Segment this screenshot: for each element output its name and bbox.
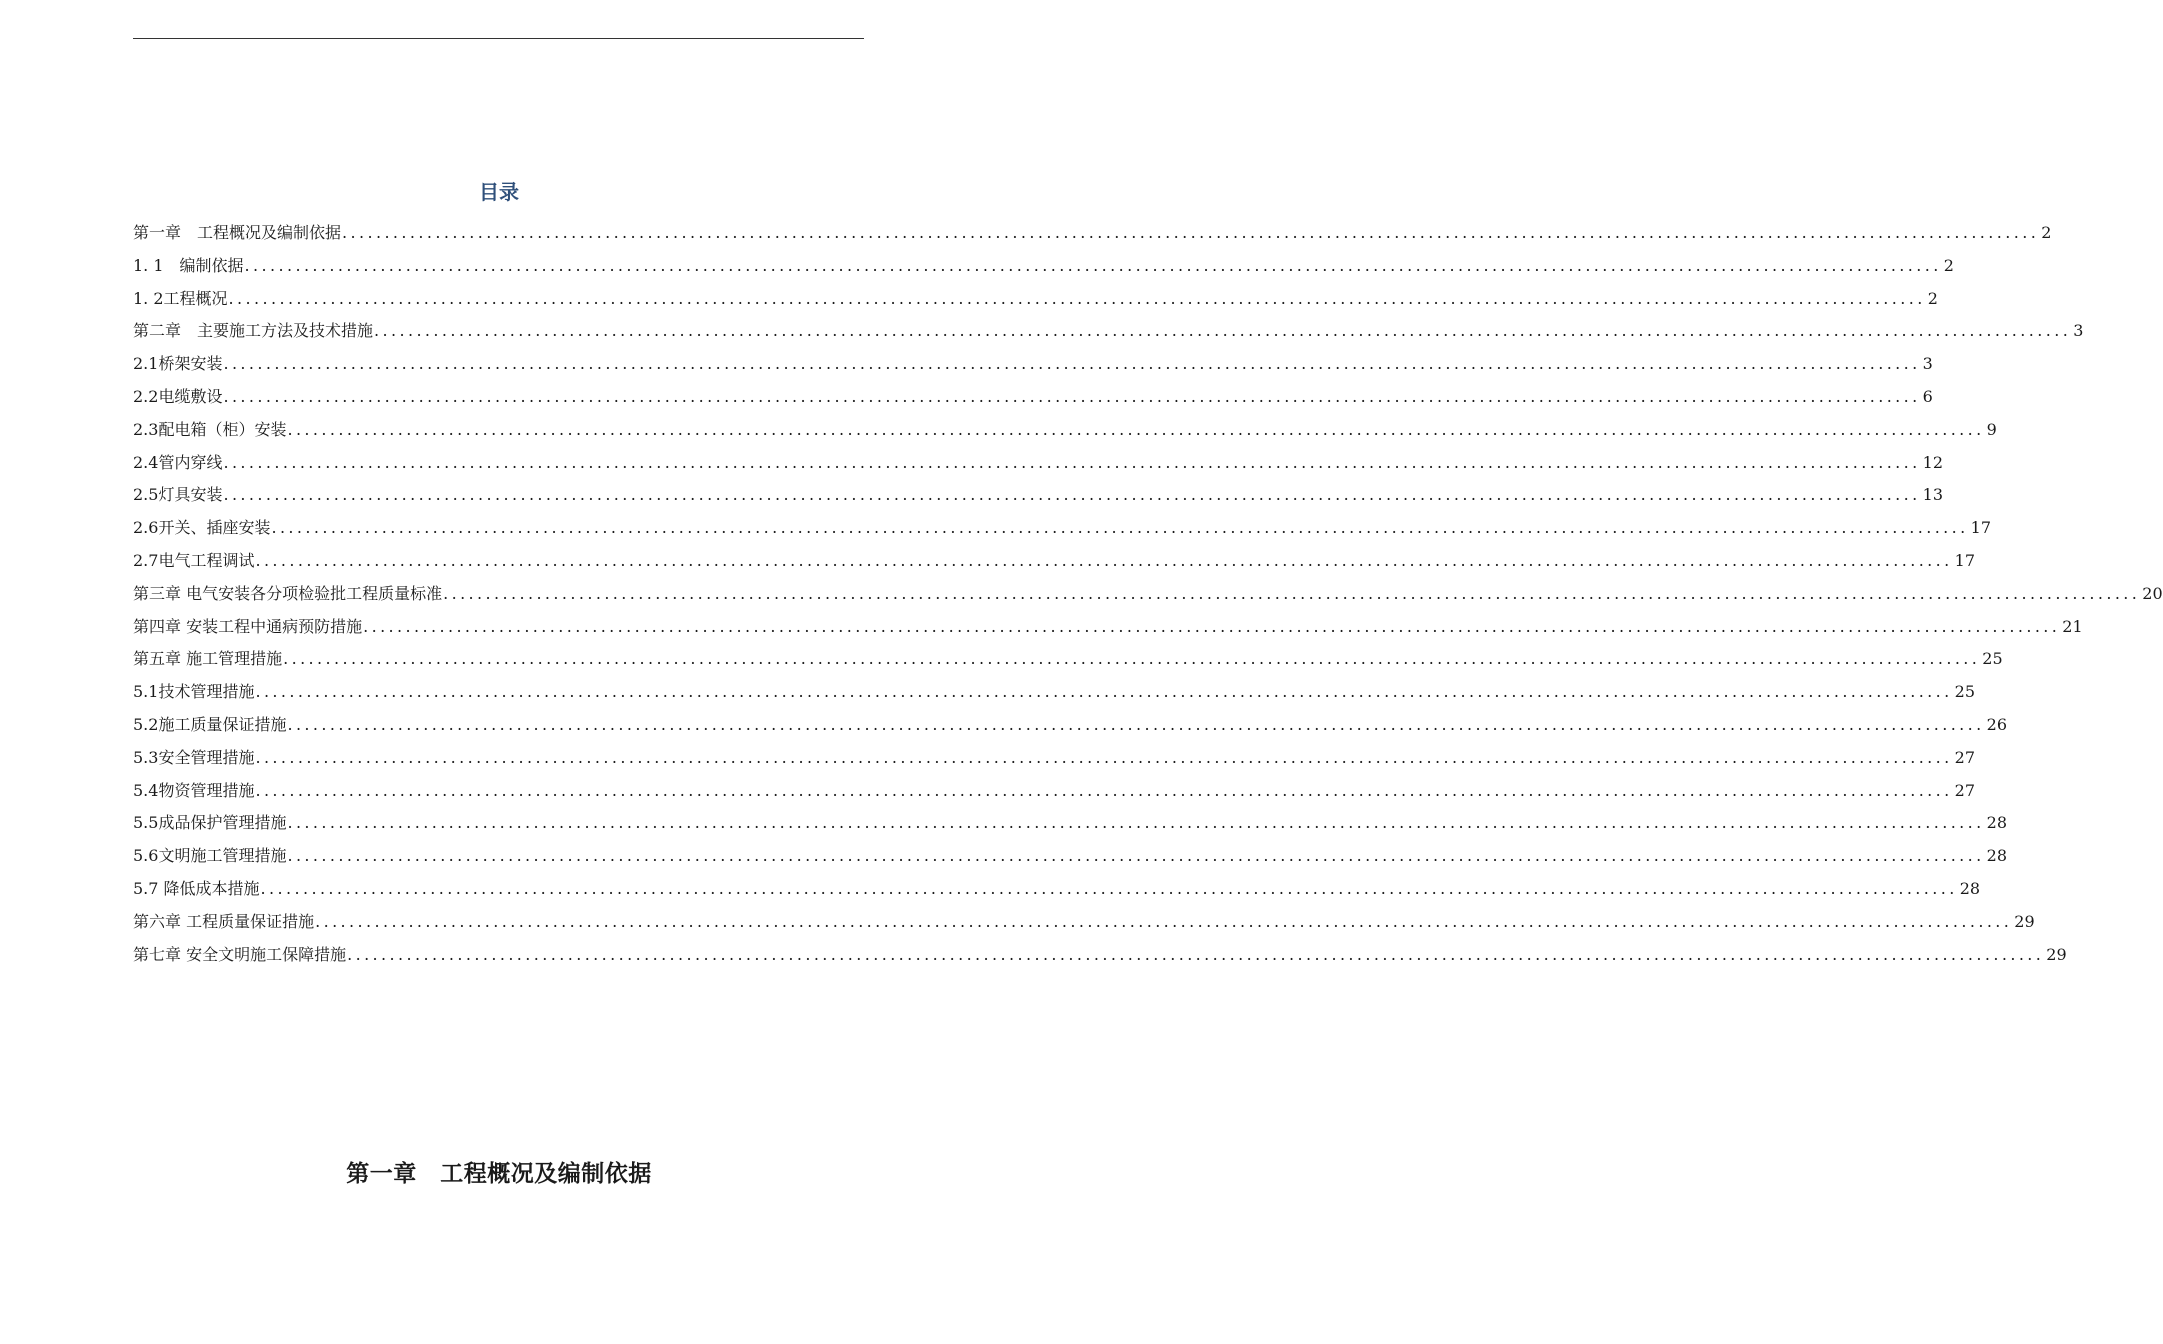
toc-entry[interactable] [133, 906, 2035, 939]
toc-entry-text: 2.2电缆敷设 [133, 386, 223, 406]
toc-entry-text: 2.3配电箱（柜）安装 [133, 419, 287, 439]
toc-entry[interactable] [133, 381, 1933, 414]
toc-entry-text: 2.4管内穿线 [133, 452, 223, 472]
toc-leader-dots: ........................................................................................................................................................................................................ [228, 288, 1926, 308]
toc-entry-text: 第三章 电气安装各分项检验批工程质量标准 [133, 583, 443, 603]
toc-leader-dots: ........................................................................................................................................................................................................ [287, 419, 1985, 439]
chapter-heading: 第一章 工程概况及编制依据 [346, 1160, 652, 1187]
toc-leader-dots: ........................................................................................................................................................................................................ [287, 813, 1985, 833]
toc-leader-dots: ........................................................................................................................................................................................................ [223, 354, 1921, 374]
toc-entry[interactable] [133, 283, 1938, 316]
toc-entry-page: 2 [2041, 223, 2052, 242]
toc-leader-dots: ........................................................................................................................................................................................................ [287, 846, 1985, 866]
toc-entry[interactable] [133, 447, 1943, 480]
toc-entry-text: 5.1技术管理措施 [133, 682, 255, 702]
toc-leader-dots: ........................................................................................................................................................................................................ [374, 321, 2072, 341]
toc-entry[interactable] [133, 479, 1943, 512]
toc-leader-dots: ........................................................................................................................................................................................................ [255, 747, 1953, 767]
toc-leader-dots: ........................................................................................................................................................................................................ [223, 485, 1921, 505]
toc-entry[interactable] [133, 578, 2163, 611]
toc-entry[interactable] [133, 315, 2084, 348]
toc-entry[interactable] [133, 807, 2007, 840]
toc-leader-dots: ........................................................................................................................................................................................................ [255, 682, 1953, 702]
toc-entry[interactable] [133, 348, 1933, 381]
toc-leader-dots: ........................................................................................................................................................................................................ [342, 223, 2040, 242]
toc-entry-page: 26 [1986, 714, 2007, 734]
toc-entry-text: 第一章 工程概况及编制依据 [133, 223, 342, 242]
toc-entry-text: 2.6开关、插座安装 [133, 518, 271, 538]
toc-entry-page: 2 [1943, 255, 1954, 275]
toc-entry-page: 9 [1986, 419, 1997, 439]
toc-entry-text: 5.3安全管理措施 [133, 747, 255, 767]
toc-leader-dots: ........................................................................................................................................................................................................ [255, 780, 1953, 800]
toc-entry-page: 29 [2014, 911, 2035, 931]
toc-leader-dots: ........................................................................................................................................................................................................ [443, 583, 2141, 603]
toc-entry-page: 27 [1954, 780, 1975, 800]
toc-entry[interactable] [133, 676, 1975, 709]
toc-leader-dots: ........................................................................................................................................................................................................ [287, 714, 1985, 734]
toc-entry[interactable] [133, 414, 1997, 447]
toc-entry[interactable] [133, 512, 1991, 545]
toc-entry-page: 20 [2142, 583, 2163, 603]
toc-entry[interactable] [133, 611, 2083, 644]
header-rule [133, 38, 864, 39]
toc-leader-dots: ........................................................................................................................................................................................................ [223, 452, 1921, 472]
toc-leader-dots: ........................................................................................................................................................................................................ [363, 616, 2061, 636]
toc-entry[interactable] [133, 939, 2067, 972]
toc-entry-text: 第五章 施工管理措施 [133, 649, 283, 669]
toc-entry[interactable] [133, 742, 1975, 775]
toc-title: 目录 [479, 180, 519, 204]
toc-entry[interactable] [133, 775, 1975, 808]
toc-entry-text: 5.5成品保护管理措施 [133, 813, 287, 833]
toc-entry-text: 第二章 主要施工方法及技术措施 [133, 321, 374, 341]
toc-entry-page: 3 [2073, 321, 2084, 341]
toc-leader-dots: ........................................................................................................................................................................................................ [244, 255, 1942, 275]
toc-leader-dots: ........................................................................................................................................................................................................ [223, 386, 1921, 406]
toc-entry[interactable] [133, 840, 2007, 873]
toc-entry-page: 17 [1970, 518, 1991, 538]
toc-entry-page: 28 [1986, 846, 2007, 866]
toc-entry-page: 2 [1927, 288, 1938, 308]
toc-entry-text: 2.5灯具安装 [133, 485, 223, 505]
toc-list [133, 217, 2163, 971]
toc-entry[interactable] [133, 545, 1975, 578]
toc-entry-page: 28 [1959, 878, 1981, 898]
toc-leader-dots: ........................................................................................................................................................................................................ [315, 911, 2013, 931]
toc-leader-dots: ........................................................................................................................................................................................................ [260, 878, 1958, 898]
toc-entry-page: 12 [1922, 452, 1943, 472]
toc-entry[interactable] [133, 873, 1981, 906]
toc-entry-text: 5.6文明施工管理措施 [133, 846, 287, 866]
toc-entry-page: 21 [2062, 616, 2083, 636]
toc-leader-dots: ........................................................................................................................................................................................................ [347, 944, 2045, 964]
toc-entry[interactable] [133, 709, 2007, 742]
toc-entry-text: 5.4物资管理措施 [133, 780, 255, 800]
toc-entry-page: 3 [1922, 354, 1933, 374]
toc-entry-text: 5.2施工质量保证措施 [133, 714, 287, 734]
toc-entry-page: 28 [1986, 813, 2007, 833]
toc-entry-page: 25 [1954, 682, 1975, 702]
toc-entry-text: 第四章 安装工程中通病预防措施 [133, 616, 363, 636]
toc-entry-text: 2.1桥架安装 [133, 354, 223, 374]
toc-entry-page: 13 [1922, 485, 1943, 505]
toc-entry-text: 第七章 安全文明施工保障措施 [133, 944, 347, 964]
toc-entry-page: 25 [1982, 649, 2003, 669]
toc-leader-dots: ........................................................................................................................................................................................................ [283, 649, 1981, 669]
toc-entry-page: 6 [1922, 386, 1933, 406]
toc-entry-page: 29 [2046, 944, 2067, 964]
toc-entry-text: 5.7 降低成本措施 [133, 878, 260, 898]
toc-entry[interactable] [133, 250, 1954, 283]
toc-entry-page: 17 [1954, 550, 1975, 570]
toc-entry[interactable] [133, 217, 2052, 250]
toc-entry[interactable] [133, 643, 2003, 676]
toc-leader-dots: ........................................................................................................................................................................................................ [255, 550, 1953, 570]
toc-entry-text: 1. 1 编制依据 [133, 255, 244, 275]
toc-entry-text: 第六章 工程质量保证措施 [133, 911, 315, 931]
toc-entry-text: 2.7电气工程调试 [133, 550, 255, 570]
toc-leader-dots: ........................................................................................................................................................................................................ [271, 518, 1969, 538]
toc-entry-text: 1. 2工程概况 [133, 288, 228, 308]
toc-entry-page: 27 [1954, 747, 1975, 767]
